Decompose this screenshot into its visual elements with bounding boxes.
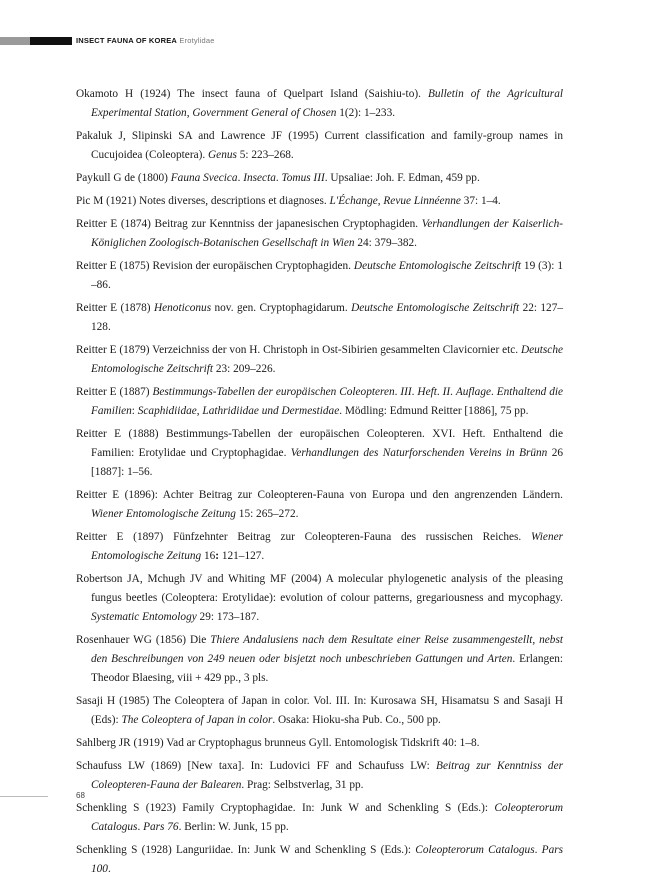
reference-italic-text: Tomus III bbox=[281, 172, 325, 184]
reference-entry bbox=[76, 215, 563, 253]
reference-italic-text: The Coleoptera of Japan in color bbox=[121, 714, 273, 726]
reference-italic-text: Systematic Entomology bbox=[91, 611, 197, 623]
reference-entry bbox=[76, 841, 563, 879]
reference-italic-text: Bulletin of the Agricultural Experimental Station bbox=[91, 88, 563, 119]
reference-italic-text: Auflage bbox=[455, 386, 491, 398]
reference-text: Reitter E (1878) bbox=[76, 302, 154, 314]
reference-italic-text: Deutsche Entomologische Zeitschrift bbox=[351, 302, 520, 314]
reference-text: Schenkling S (1923) Family Cryptophagidae. In: Junk W and Schenkling S (Eds.): bbox=[76, 802, 495, 814]
reference-entry bbox=[76, 257, 563, 295]
reference-text: nov. gen. Cryptophagidarum. bbox=[211, 302, 352, 314]
reference-text: Reitter E (1879) Verzeichniss der von H. Christoph in Ost-Sibirien gesammelten Clavicornier etc. bbox=[76, 344, 521, 356]
reference-italic-text: Insecta bbox=[243, 172, 276, 184]
reference-text: . bbox=[450, 386, 456, 398]
reference-text: 22: 127–128. bbox=[91, 302, 563, 333]
reference-italic-text: Coleopterorum Catalogus bbox=[91, 802, 563, 833]
reference-text: . Osaka: Hioku-sha Pub. Co., 500 pp. bbox=[272, 714, 441, 726]
header-accent-bar bbox=[0, 37, 30, 45]
reference-italic-text: Thiere Andalusiens nach dem Resultate einer Reise zusammengestellt bbox=[210, 634, 533, 646]
reference-text: . bbox=[491, 386, 497, 398]
reference-text: . Erlangen: Theodor Blaesing, viii + 429 pp., 3 pls. bbox=[91, 653, 563, 684]
reference-text: 24: 379–382. bbox=[354, 237, 418, 249]
reference-entry bbox=[76, 85, 563, 123]
reference-text: Okamoto H (1924) The insect fauna of Quelpart Island (Saishiu-to). bbox=[76, 88, 428, 100]
page-number: 68 bbox=[76, 791, 85, 800]
reference-text: 16 bbox=[201, 550, 216, 562]
reference-italic-text: Revue Linnéenne bbox=[383, 195, 461, 207]
reference-italic-text: Genus bbox=[208, 149, 237, 161]
reference-bold-text: : bbox=[215, 550, 220, 562]
reference-italic-text: Henoticonus bbox=[153, 302, 212, 314]
reference-entry bbox=[76, 192, 563, 211]
reference-text: 121–127. bbox=[219, 550, 265, 562]
reference-text: 15: 265–272. bbox=[235, 508, 299, 520]
reference-text: Schaufuss LW (1869) [New taxa]. In: Ludovici FF and Schaufuss LW: bbox=[76, 760, 437, 772]
reference-text: Robertson JA, Mchugh JV and Whiting MF (2004) A molecular phylogenetic analysis of the pleasing fungus beetles (Coleoptera: Erotylidae): evolution of colour patterns, gregariousness and mycophagy. bbox=[76, 573, 563, 604]
reference-text: Sahlberg JR (1919) Vad ar Cryptophagus brunneus Gyll. Entomologisk Tidskrift 40: 1–8. bbox=[76, 737, 480, 749]
reference-italic-text: Beitrag zur Kenntniss der Coleopteren-Fauna der Balearen bbox=[91, 760, 563, 791]
reference-italic-text: nebst den Beschreibungen von 249 neuen oder bisjetzt noch unbeschrieben Gattungen und Arten bbox=[91, 634, 563, 665]
reference-text: , bbox=[377, 195, 384, 207]
reference-text: 29: 173–187. bbox=[196, 611, 260, 623]
reference-text: , bbox=[196, 405, 203, 417]
header-title: INSECT FAUNA OF KOREA bbox=[76, 36, 178, 45]
reference-entry bbox=[76, 299, 563, 337]
reference-text: 19 (3): 1 –86. bbox=[91, 260, 563, 291]
reference-text: . bbox=[107, 863, 111, 875]
reference-text: . bbox=[534, 844, 542, 856]
reference-text: . bbox=[275, 172, 282, 184]
reference-text: 26 [1887]: 1–56. bbox=[91, 447, 563, 478]
reference-text: Reitter E (1888) Bestimmungs-Tabellen der europäischen Coleopteren. XVI. Heft. Enthaltend die Familien: Erotylidae und Cryptophagidae. bbox=[76, 428, 563, 459]
reference-entry bbox=[76, 692, 563, 730]
reference-text: , bbox=[186, 107, 193, 119]
reference-text: Reitter E (1887) bbox=[76, 386, 153, 398]
reference-text: Sasaji H (1985) The Coleoptera of Japan in color. Vol. III. In: Kurosawa SH, Hisamatsu S and Sasaji H (Eds): bbox=[76, 695, 563, 726]
reference-entry bbox=[76, 341, 563, 379]
running-header bbox=[76, 36, 215, 46]
reference-italic-text: Coleopterorum Catalogus bbox=[415, 844, 535, 856]
reference-italic-text: III bbox=[400, 386, 412, 398]
reference-entry bbox=[76, 127, 563, 165]
reference-italic-text: Pars 100 bbox=[91, 844, 564, 875]
reference-text: . Upsaliae: Joh. F. Edman, 459 pp. bbox=[324, 172, 480, 184]
reference-text: 1(2): 1–233. bbox=[336, 107, 396, 119]
header-bar bbox=[30, 37, 72, 45]
reference-italic-text: Heft bbox=[417, 386, 437, 398]
reference-italic-text: Verhandlungen der Kaiserlich-Königlichen Zoologisch-Botanischen Gesellschaft in Wien bbox=[91, 218, 563, 249]
footer-rule bbox=[0, 796, 48, 797]
reference-italic-text: II bbox=[442, 386, 451, 398]
reference-italic-text: L'Échange bbox=[329, 195, 378, 207]
reference-italic-text: Deutsche Entomologische Zeitschrift bbox=[91, 344, 563, 375]
reference-text: . bbox=[394, 386, 401, 398]
reference-text: . Mödling: Edmund Reitter [1886], 75 pp. bbox=[339, 405, 529, 417]
reference-text: 5: 223–268. bbox=[236, 149, 294, 161]
reference-text: 37: 1–4. bbox=[460, 195, 501, 207]
reference-text: Reitter E (1874) Beitrag zur Kenntniss der japanesischen Cryptophagiden. bbox=[76, 218, 422, 230]
reference-text: . bbox=[411, 386, 418, 398]
reference-entry bbox=[76, 383, 563, 421]
reference-entry bbox=[76, 631, 563, 688]
reference-italic-text: Government General of Chosen bbox=[192, 107, 337, 119]
reference-text: Pakaluk J, Slipinski SA and Lawrence JF (1995) Current classification and family-group names in Cucujoidea (Coleoptera). bbox=[76, 130, 563, 161]
reference-entry bbox=[76, 486, 563, 524]
reference-entry bbox=[76, 169, 563, 188]
reference-text: Paykull G de (1800) bbox=[76, 172, 171, 184]
reference-italic-text: Bestimmungs-Tabellen der europäischen Coleopteren bbox=[152, 386, 395, 398]
reference-text: Reitter E (1897) Fünfzehnter Beitrag zur Coleopteren-Fauna des russischen Reiches. bbox=[76, 531, 531, 543]
reference-text: 23: 209–226. bbox=[213, 363, 276, 375]
reference-entry bbox=[76, 799, 563, 837]
reference-text: Rosenhauer WG (1856) Die bbox=[76, 634, 211, 646]
reference-italic-text: Lathridiidae und Dermestidae bbox=[202, 405, 340, 417]
reference-entry bbox=[76, 757, 563, 795]
reference-text: Pic M (1921) Notes diverses, descriptions et diagnoses. bbox=[76, 195, 330, 207]
reference-italic-text: Scaphidiidae bbox=[137, 405, 197, 417]
reference-text: . bbox=[237, 172, 244, 184]
reference-italic-text: Deutsche Entomologische Zeitschrift bbox=[353, 260, 522, 272]
reference-italic-text: Wiener Entomologische Zeitung bbox=[91, 508, 236, 520]
reference-text: Schenkling S (1928) Languriidae. In: Junk W and Schenkling S (Eds.): bbox=[76, 844, 416, 856]
header-subtitle: Erotylidae bbox=[179, 36, 215, 45]
reference-text: , bbox=[532, 634, 540, 646]
reference-text: Reitter E (1896): Achter Beitrag zur Coleopteren-Fauna von Europa und den angrenzenden Ländern. bbox=[76, 489, 563, 501]
reference-italic-text: Enthaltend die Familien bbox=[91, 386, 564, 417]
reference-italic-text: Wiener Entomologische Zeitung bbox=[91, 531, 563, 562]
reference-entry bbox=[76, 425, 563, 482]
reference-italic-text: Verhandlungen des Naturforschenden Vereins in Brünn bbox=[290, 447, 548, 459]
reference-entry bbox=[76, 528, 563, 566]
reference-text: . bbox=[436, 386, 443, 398]
reference-entry bbox=[76, 570, 563, 627]
reference-text: . bbox=[137, 821, 144, 833]
reference-list bbox=[76, 85, 563, 883]
reference-italic-text: Fauna Svecica bbox=[170, 172, 238, 184]
reference-italic-text: Pars 76 bbox=[143, 821, 179, 833]
reference-text: . Berlin: W. Junk, 15 pp. bbox=[178, 821, 289, 833]
reference-text: Reitter E (1875) Revision der europäischen Cryptophagiden. bbox=[76, 260, 354, 272]
reference-text: : bbox=[131, 405, 138, 417]
reference-text: . Prag: Selbstverlag, 31 pp. bbox=[241, 779, 364, 791]
reference-entry bbox=[76, 734, 563, 753]
